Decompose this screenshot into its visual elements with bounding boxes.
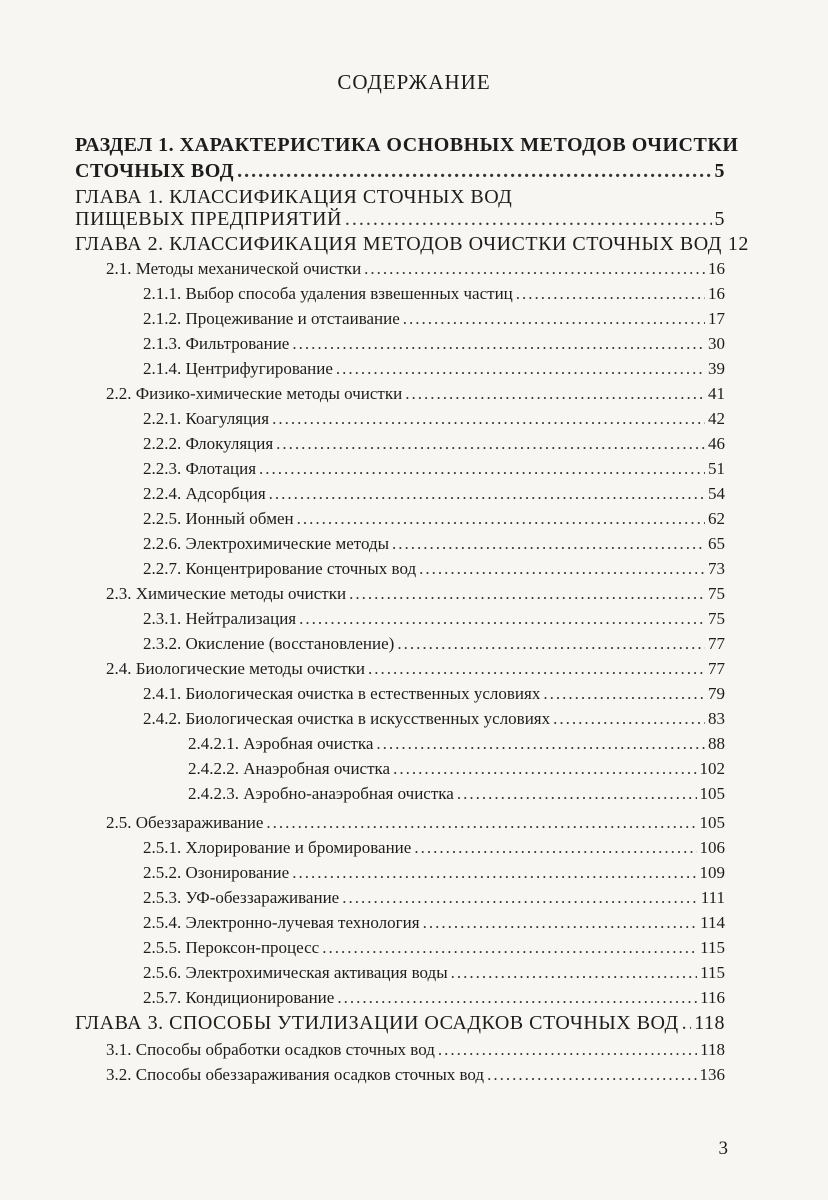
toc-entry-page: 102 [699, 759, 725, 778]
toc-entry [106, 1064, 725, 1086]
toc-leader-dots [299, 608, 705, 630]
toc-entry-page: 42 [708, 409, 725, 428]
toc-entry-label: 2.4.2.2. Анаэробная очистка [188, 759, 391, 778]
toc-leader-dots [368, 658, 705, 680]
toc-leader-dots [336, 358, 705, 380]
toc-entry-label: 2.5. Обеззараживание [106, 813, 264, 832]
toc-leader-dots [292, 862, 696, 884]
toc-leader-dots [438, 1039, 697, 1061]
toc-entry-page: 115 [700, 963, 725, 982]
toc-entry [106, 258, 725, 280]
toc-entry-page: 105 [699, 784, 725, 803]
toc-entry-page: 105 [699, 813, 725, 832]
toc-chapter-heading: ГЛАВА 1. КЛАССИФИКАЦИЯ СТОЧНЫХ ВОД [75, 186, 513, 208]
toc-entry [143, 633, 725, 655]
toc-entry-label: 2.1.1. Выбор способа удаления взвешенных частиц [143, 284, 513, 303]
toc-leader-dots [457, 783, 697, 805]
toc-leader-dots [403, 308, 705, 330]
toc-entry-page: 115 [700, 938, 725, 957]
toc-entry-page: 83 [708, 709, 725, 728]
toc-leader-dots [259, 458, 705, 480]
toc-entry [143, 458, 725, 480]
toc-entry [143, 558, 725, 580]
toc-leader-dots [516, 283, 705, 305]
toc-entry [143, 862, 725, 884]
toc-entry-label: ГЛАВА 3. СПОСОБЫ УТИЛИЗАЦИИ ОСАДКОВ СТОЧНЫХ ВОД [75, 1012, 679, 1034]
toc-entry-page: 39 [708, 359, 725, 378]
toc-entry-label: 2.5.6. Электрохимическая активация воды [143, 963, 448, 982]
toc-entry-label: 2.1.3. Фильтрование [143, 334, 290, 353]
toc-entry-page: 106 [699, 838, 725, 857]
toc-entry-page: 5 [714, 160, 725, 182]
toc-entry-page: 73 [708, 559, 725, 578]
toc-entry-page: 88 [708, 734, 725, 753]
toc-entry-label: 2.1. Методы механической очистки [106, 259, 362, 278]
toc-entry-page: 75 [708, 584, 725, 603]
toc-entry-page: 5 [714, 208, 725, 230]
toc-entry [75, 233, 749, 255]
toc-entry [75, 160, 725, 182]
toc-leader-dots [419, 558, 705, 580]
toc-entry-label: СТОЧНЫХ ВОД [75, 160, 235, 182]
toc-entry [143, 333, 725, 355]
toc-entry-page: 54 [708, 484, 725, 503]
toc-entry-label: 2.2.3. Флотация [143, 459, 257, 478]
toc-entry [143, 358, 725, 380]
toc-entry [143, 887, 725, 909]
toc-entry-label: 2.2.5. Ионный обмен [143, 509, 294, 528]
toc-leader-dots [337, 987, 697, 1009]
toc-entry-page: 116 [700, 988, 725, 1007]
toc-entry-label: 2.4.2.3. Аэробно-анаэробная очистка [188, 784, 454, 803]
toc-entry-label: 2.4.1. Биологическая очистка в естественных условиях [143, 684, 541, 703]
toc-entry-page: 118 [694, 1012, 725, 1034]
toc-entry-page: 51 [708, 459, 725, 478]
toc-leader-dots [342, 887, 698, 909]
toc-leader-dots [553, 708, 705, 730]
toc-entry [106, 583, 725, 605]
toc-entry-label: 2.2. Физико-химические методы очистки [106, 384, 403, 403]
toc-entry-page: 65 [708, 534, 725, 553]
toc-leader-dots [349, 583, 705, 605]
toc-entry-label: 2.5.7. Кондиционирование [143, 988, 335, 1007]
toc-entry [143, 408, 725, 430]
toc-entry-label: 2.2.7. Концентрирование сточных вод [143, 559, 417, 578]
toc-entry-label: 2.4.2.1. Аэробная очистка [188, 734, 374, 753]
toc-entry [188, 783, 725, 805]
page-title: СОДЕРЖАНИЕ [337, 70, 491, 94]
toc-entry-page: 79 [708, 684, 725, 703]
toc-leader-dots [276, 433, 705, 455]
toc-entry [143, 283, 725, 305]
toc-entry [188, 758, 725, 780]
toc-leader-dots [376, 733, 705, 755]
toc-leader-dots [364, 258, 705, 280]
toc-entry [75, 1012, 725, 1034]
toc-entry [106, 812, 725, 834]
toc-entry-label: 2.3.2. Окисление (восстановление) [143, 634, 395, 653]
toc-entry [75, 208, 725, 230]
toc-entry-label: 2.5.4. Электронно-лучевая технология [143, 913, 420, 932]
toc-entry-page: 111 [700, 888, 725, 907]
toc-entry [143, 987, 725, 1009]
toc-entry [143, 683, 725, 705]
toc-entry-page: 16 [708, 284, 725, 303]
toc-entry-page: 30 [708, 334, 725, 353]
toc-entry-label: 2.5.5. Пероксон-процесс [143, 938, 320, 957]
toc-leader-dots [393, 758, 696, 780]
toc-entry-page: 46 [708, 434, 725, 453]
toc-entry [143, 962, 725, 984]
toc-entry-label: 2.3.1. Нейтрализация [143, 609, 297, 628]
toc-entry [143, 608, 725, 630]
toc-entry [143, 708, 725, 730]
toc-entry-page: 77 [708, 659, 725, 678]
toc-entry-label: 2.5.2. Озонирование [143, 863, 290, 882]
toc-leader-dots [297, 508, 705, 530]
toc-leader-dots [405, 383, 705, 405]
toc-entry-page: 16 [708, 259, 725, 278]
toc-entry-label: 2.2.1. Коагуляция [143, 409, 270, 428]
toc-entry-label: 2.3. Химические методы очистки [106, 584, 347, 603]
toc-entry [143, 837, 725, 859]
toc-entry-label: ГЛАВА 2. КЛАССИФИКАЦИЯ МЕТОДОВ ОЧИСТКИ СТОЧНЫХ ВОД [75, 233, 722, 255]
toc-entry-label: 3.2. Способы обеззараживания осадков сточных вод [106, 1065, 485, 1084]
toc-entry [143, 483, 725, 505]
toc-entry [143, 433, 725, 455]
toc-entry [106, 383, 725, 405]
toc-entry-page: 77 [708, 634, 725, 653]
toc-leader-dots [414, 837, 696, 859]
toc-entry [106, 1039, 725, 1061]
toc-leader-dots [292, 333, 705, 355]
toc-entry [188, 733, 725, 755]
toc-leader-dots [682, 1012, 692, 1034]
toc-entry [143, 308, 725, 330]
toc-entry-label: 3.1. Способы обработки осадков сточных вод [106, 1040, 435, 1059]
toc-entry [143, 937, 725, 959]
toc-leader-dots [451, 962, 698, 984]
toc-leader-dots [237, 160, 711, 182]
page-number: 3 [718, 1138, 728, 1159]
toc-section-heading: РАЗДЕЛ 1. ХАРАКТЕРИСТИКА ОСНОВНЫХ МЕТОДОВ ОЧИСТКИ [75, 134, 739, 156]
toc-leader-dots [266, 812, 696, 834]
toc-leader-dots [487, 1064, 696, 1086]
toc-entry-page: 17 [708, 309, 725, 328]
toc-entry-label: ПИЩЕВЫХ ПРЕДПРИЯТИЙ [75, 208, 342, 230]
toc-entry-label: 2.5.3. УФ-обеззараживание [143, 888, 340, 907]
toc-entry-page: 12 [727, 233, 749, 255]
toc-leader-dots [272, 408, 705, 430]
toc-entry [106, 658, 725, 680]
toc-entry-page: 41 [708, 384, 725, 403]
toc-entry [143, 508, 725, 530]
toc-entry-label: 2.1.4. Центрифугирование [143, 359, 333, 378]
toc-entry-page: 62 [708, 509, 725, 528]
toc-leader-dots [269, 483, 705, 505]
toc-entry-label: 2.2.6. Электрохимические методы [143, 534, 390, 553]
toc-entry-label: 2.4. Биологические методы очистки [106, 659, 366, 678]
toc-entry-page: 114 [700, 913, 725, 932]
toc-entry-page: 118 [700, 1040, 725, 1059]
toc-entry [143, 912, 725, 934]
toc-leader-dots [345, 208, 712, 230]
toc-entry [143, 533, 725, 555]
toc-entry-page: 75 [708, 609, 725, 628]
toc-entry-label: 2.4.2. Биологическая очистка в искусственных условиях [143, 709, 551, 728]
toc-leader-dots [322, 937, 697, 959]
toc-entry-label: 2.1.2. Процеживание и отстаивание [143, 309, 400, 328]
toc-entry-page: 136 [699, 1065, 725, 1084]
toc-entry-label: 2.2.4. Адсорбция [143, 484, 266, 503]
toc-leader-dots [397, 633, 705, 655]
toc-entry-page: 109 [699, 863, 725, 882]
toc-leader-dots [423, 912, 698, 934]
toc-entry-label: 2.2.2. Флокуляция [143, 434, 274, 453]
toc-leader-dots [543, 683, 705, 705]
toc-entry-label: 2.5.1. Хлорирование и бромирование [143, 838, 412, 857]
toc-leader-dots [392, 533, 705, 555]
